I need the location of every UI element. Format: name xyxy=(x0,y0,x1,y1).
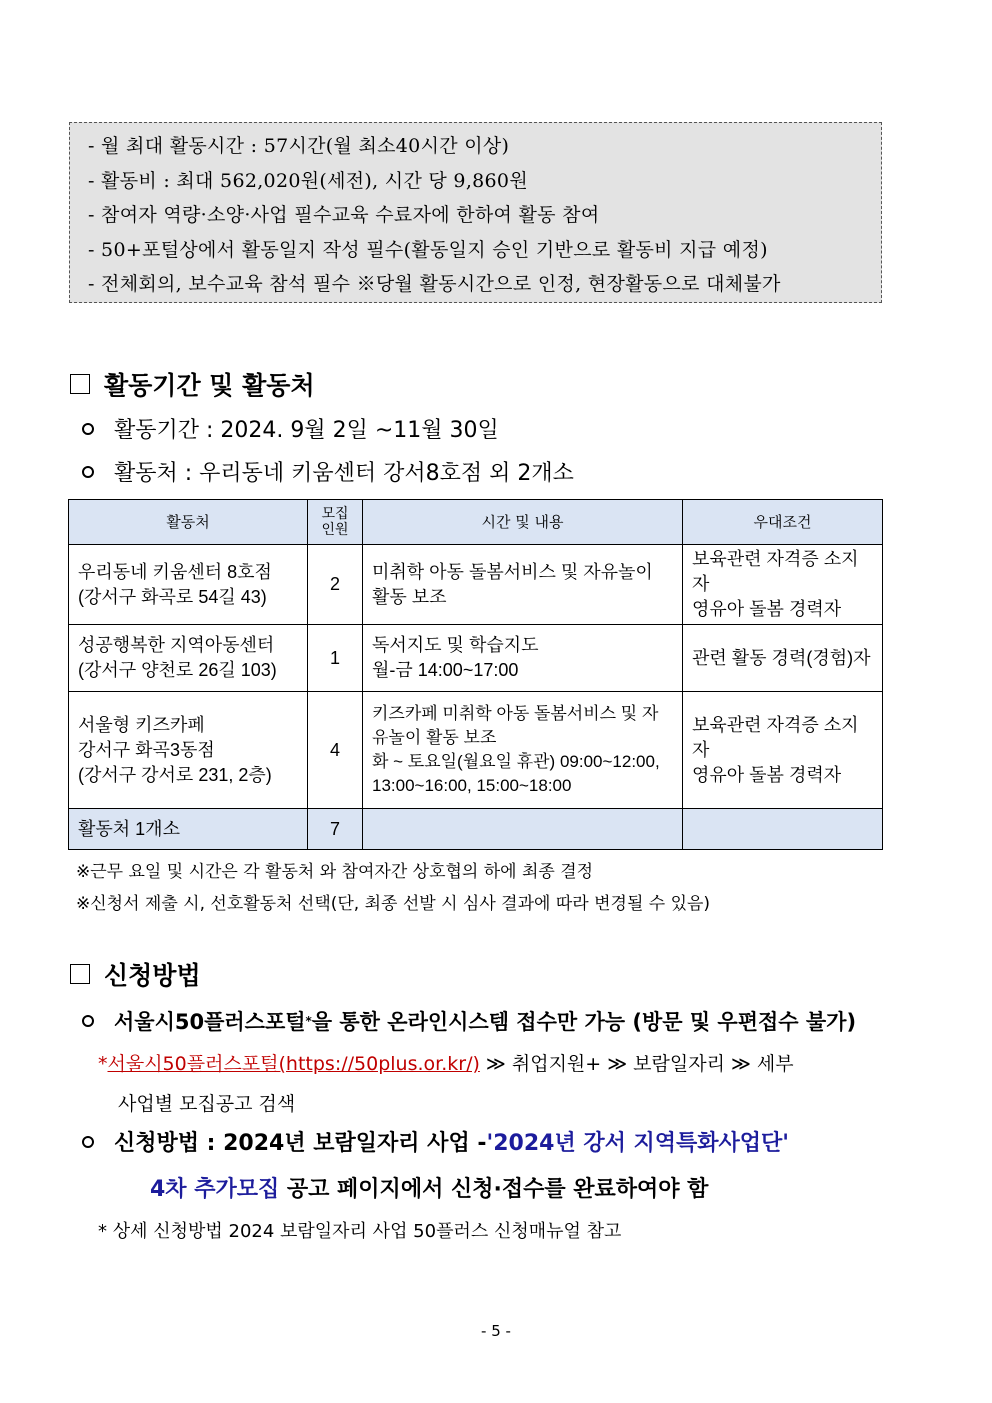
table-total-row xyxy=(69,809,883,850)
cell-pref: 관련 활동 경력(경험)자 xyxy=(683,625,883,692)
notice-line: - 전체회의, 보수교육 참석 필수 ※당월 활동시간으로 인정, 현장활동으로 대체불가 xyxy=(88,273,781,295)
table-header-row xyxy=(69,500,883,545)
cell-content: 독서지도 및 학습지도 월-금 14:00~17:00 xyxy=(363,625,683,692)
circle-bullet-icon xyxy=(82,466,94,478)
portal-path: *서울시50플러스포털(https://50plus.or.kr/) ≫ 취업지원+ ≫ 보람일자리 ≫ 세부 xyxy=(98,1053,794,1075)
section-heading-period xyxy=(70,366,315,402)
notice-line: - 50+포털상에서 활동일지 작성 필수(활동일지 승인 기반으로 활동비 지급 예정) xyxy=(88,238,768,261)
bullet-places: 활동처 : 우리동네 키움센터 강서8호점 외 2개소 xyxy=(82,456,574,487)
cell-pref: 보육관련 자격증 소지자 영유아 돌봄 경력자 xyxy=(683,545,883,625)
notice-line: - 참여자 역량·소양·사업 필수교육 수료자에 한하여 활동 참여 xyxy=(88,204,600,226)
checkbox-square-icon xyxy=(70,374,90,394)
cell-count: 1 xyxy=(308,625,363,692)
table-row xyxy=(69,692,883,809)
manual-note: * 상세 신청방법 2024 보람일자리 사업 50플러스 신청매뉴얼 참고 xyxy=(98,1221,622,1242)
checkbox-square-icon xyxy=(70,964,90,984)
cell-content: 미취학 아동 돌봄서비스 및 자유놀이 활동 보조 xyxy=(363,545,683,625)
activity-table xyxy=(68,499,883,850)
header-count: 모집 인원 xyxy=(308,500,363,545)
bullet-apply-method: 신청방법 : 2024년 보람일자리 사업 - '2024년 강서 지역특화사업단' xyxy=(82,1126,789,1157)
table-row xyxy=(69,545,883,625)
portal-link[interactable]: 서울시50플러스포털(https://50plus.or.kr/) xyxy=(107,1053,480,1075)
notice-line: - 월 최대 활동시간 : 57시간(월 최소40시간 이상) xyxy=(88,135,510,157)
total-empty xyxy=(363,809,683,850)
table-note: ※신청서 제출 시, 선호활동처 선택(단, 최종 선발 시 심사 결과에 따라 변경될 수 있음) xyxy=(76,894,711,914)
cell-count: 2 xyxy=(308,545,363,625)
section-title: 신청방법 xyxy=(104,961,201,990)
header-content: 시간 및 내용 xyxy=(363,500,683,545)
cell-place: 서울형 키즈카페 강서구 화곡3동점 (강서구 강서로 231, 2층) xyxy=(69,692,308,809)
header-pref: 우대조건 xyxy=(683,500,883,545)
circle-bullet-icon xyxy=(82,1136,94,1148)
table-row xyxy=(69,625,883,692)
section-heading-apply xyxy=(70,956,201,992)
cell-place: 성공행복한 지역아동센터 (강서구 양천로 26길 103) xyxy=(69,625,308,692)
bullet-online-only: 서울시50플러스포털 * 을 통한 온라인시스템 접수만 가능 (방문 및 우편접수 불가) xyxy=(82,1006,856,1036)
cell-pref: 보육관련 자격증 소지자 영유아 돌봄 경력자 xyxy=(683,692,883,809)
table-note: ※근무 요일 및 시간은 각 활동처 와 참여자간 상호협의 하에 최종 결정 xyxy=(76,862,594,882)
apply-method-cont: 4차 추가모집 공고 페이지에서 신청·접수를 완료하여야 함 xyxy=(150,1177,709,1202)
circle-bullet-icon xyxy=(82,1015,94,1027)
cell-place: 우리동네 키움센터 8호점 (강서구 화곡로 54길 43) xyxy=(69,545,308,625)
cell-count: 4 xyxy=(308,692,363,809)
section-title: 활동기간 및 활동처 xyxy=(104,371,315,400)
portal-path-cont: 사업별 모집공고 검색 xyxy=(118,1093,296,1115)
notice-line: - 활동비 : 최대 562,020원(세전), 시간 당 9,860원 xyxy=(88,169,528,192)
bullet-period: 활동기간 : 2024. 9월 2일 ~11월 30일 xyxy=(82,413,499,444)
cell-content: 키즈카페 미취학 아동 돌봄서비스 및 자유놀이 활동 보조 화 ~ 토요일(월요일 휴관) 09:00~12:00, 13:00~16:00, 15:00~18:00 xyxy=(363,692,683,809)
circle-bullet-icon xyxy=(82,423,94,435)
total-count: 7 xyxy=(308,809,363,850)
page-number: - 5 - xyxy=(481,1322,511,1340)
total-label: 활동처 1개소 xyxy=(69,809,308,850)
total-empty xyxy=(683,809,883,850)
header-place: 활동처 xyxy=(69,500,308,545)
notice-box xyxy=(69,122,882,303)
